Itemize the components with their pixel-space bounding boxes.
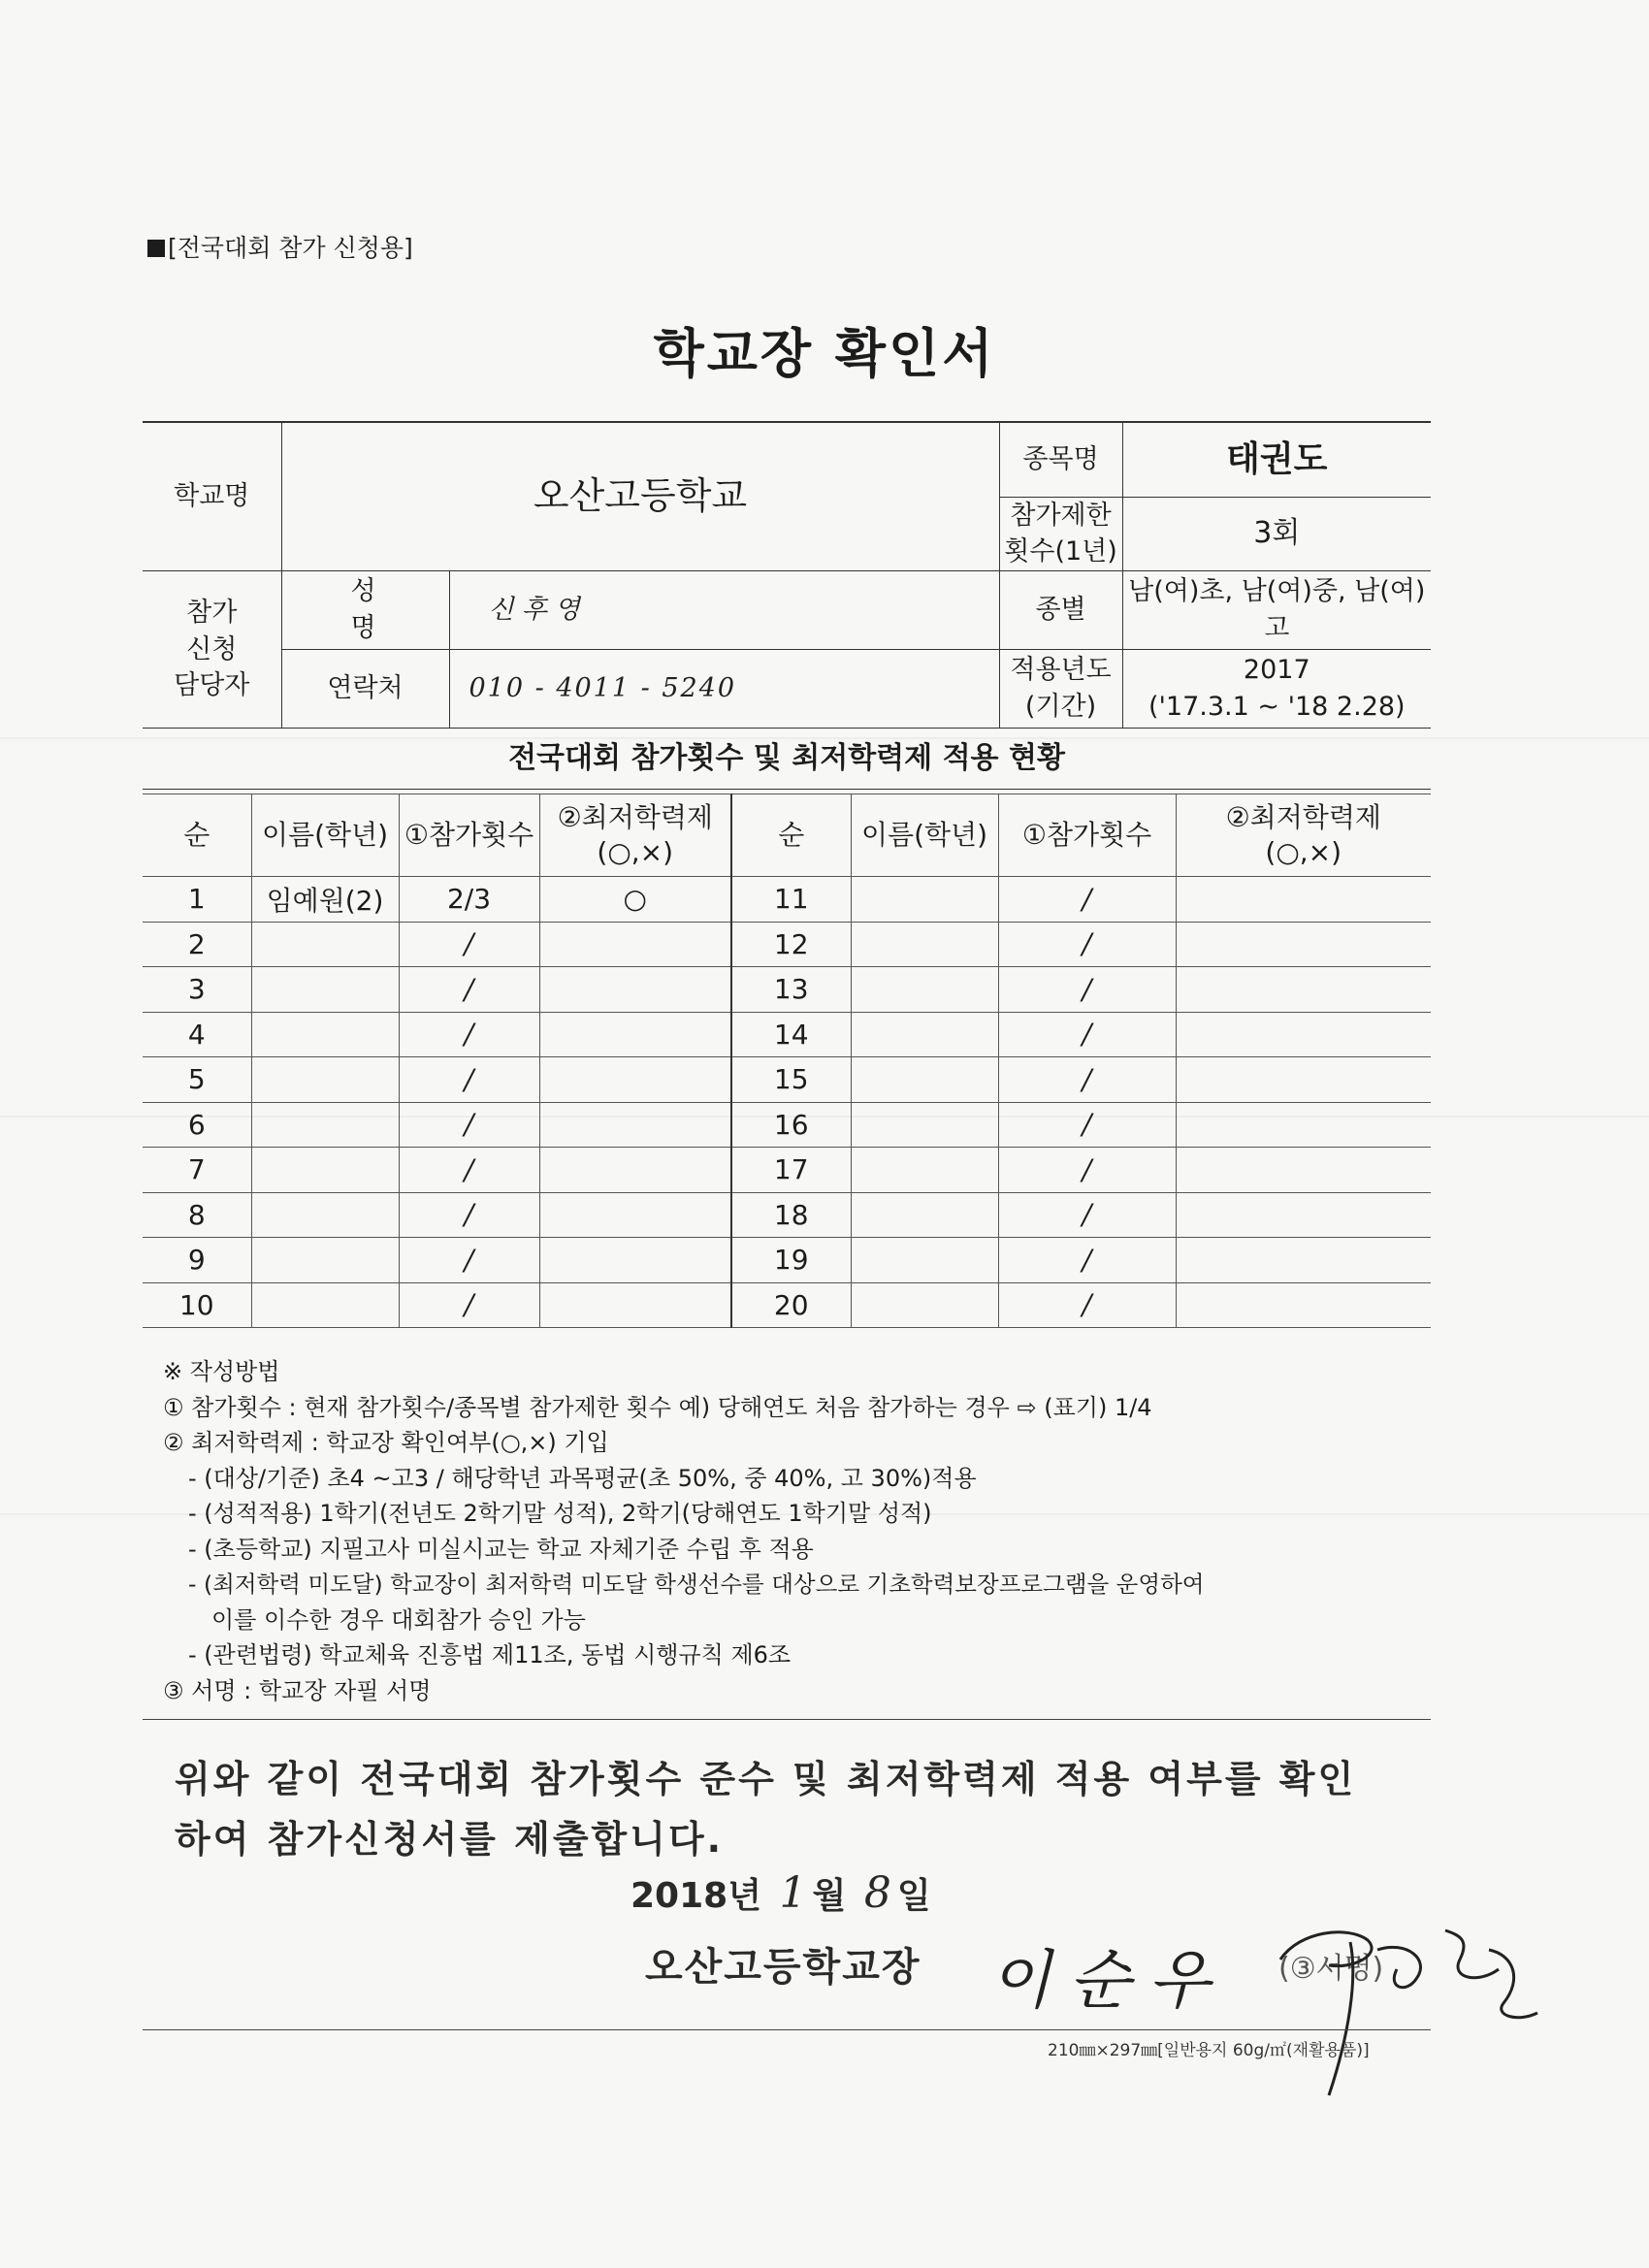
cell-count: / xyxy=(399,1238,539,1283)
participation-limit-label: 참가제한 횟수(1년) xyxy=(999,497,1122,571)
cell-min xyxy=(539,967,731,1013)
cell-no: 14 xyxy=(731,1012,851,1057)
signature-mark-label: (③서명) xyxy=(1278,1952,1384,1986)
cell-min xyxy=(1176,1282,1431,1328)
col-no-header: 순 xyxy=(731,794,851,877)
cell-min xyxy=(1176,922,1431,967)
instruction-subitem: - (성적적용) 1학기(전년도 2학기말 성적), 2학기(당해연도 1학기말 성적) xyxy=(188,1500,932,1527)
instruction-subitem: - (관련법령) 학교체육 진흥법 제11조, 동법 시행규칙 제6조 xyxy=(188,1641,792,1669)
col-min-academic-header: ②최저학력제 (○,×) xyxy=(539,794,731,877)
cell-no: 6 xyxy=(143,1102,251,1148)
cell-min xyxy=(539,1057,731,1103)
cell-count: / xyxy=(399,1148,539,1193)
cell-min xyxy=(1176,1102,1431,1148)
col-name-header: 이름(학년) xyxy=(251,794,399,877)
cell-no: 15 xyxy=(731,1057,851,1103)
col-no-header: 순 xyxy=(143,794,251,877)
applicable-year-value: 2017 ('17.3.1 ~ '18 2.28) xyxy=(1122,650,1431,729)
cell-count: / xyxy=(998,967,1176,1013)
handwritten-month: 1 xyxy=(779,1868,807,1918)
cell-count: / xyxy=(399,922,539,967)
cell-min: ○ xyxy=(539,877,731,923)
instructions xyxy=(163,1354,1434,1708)
table-row xyxy=(143,1012,1431,1057)
cell-no: 2 xyxy=(143,922,251,967)
cell-min xyxy=(539,1012,731,1057)
cell-name xyxy=(251,1148,399,1193)
document-type-tag: [전국대회 참가 신청용] xyxy=(147,229,413,264)
cell-count: / xyxy=(399,1102,539,1148)
table-row xyxy=(143,1238,1431,1283)
cell-name xyxy=(851,967,998,1013)
cell-count: 2/3 xyxy=(399,877,539,923)
cell-count: / xyxy=(399,1012,539,1057)
cell-count: / xyxy=(998,1282,1176,1328)
cell-min xyxy=(1176,1148,1431,1193)
col-count-header: ①참가횟수 xyxy=(399,794,539,877)
cell-no: 8 xyxy=(143,1192,251,1238)
cell-no: 5 xyxy=(143,1057,251,1103)
cell-count: / xyxy=(998,1192,1176,1238)
cell-count: / xyxy=(399,967,539,1013)
table-row xyxy=(143,1057,1431,1103)
instruction-item: ③ 서명 : 학교장 자필 서명 xyxy=(163,1676,432,1704)
cell-name xyxy=(851,1238,998,1283)
cell-count: / xyxy=(998,877,1176,923)
cell-no: 1 xyxy=(143,877,251,923)
cell-count: / xyxy=(998,1148,1176,1193)
cell-name xyxy=(251,1057,399,1103)
cell-no: 10 xyxy=(143,1282,251,1328)
cell-count: / xyxy=(998,1102,1176,1148)
table-row xyxy=(143,967,1431,1013)
page-title: 학교장 확인서 xyxy=(653,323,996,384)
cell-count: / xyxy=(998,1238,1176,1283)
paper-spec-footer: 210㎜×297㎜[일반용지 60g/㎡(재활용품)] xyxy=(1048,2041,1370,2060)
cell-min xyxy=(1176,1012,1431,1057)
cell-count: / xyxy=(998,1057,1176,1103)
cell-name xyxy=(851,1057,998,1103)
cell-no: 16 xyxy=(731,1102,851,1148)
cell-no: 3 xyxy=(143,967,251,1013)
school-name-value: 오산고등학교 xyxy=(281,422,999,571)
cell-min xyxy=(1176,877,1431,923)
cell-min xyxy=(1176,1238,1431,1283)
handwritten-day: 8 xyxy=(863,1868,891,1918)
cell-min xyxy=(539,1148,731,1193)
cell-count: / xyxy=(399,1057,539,1103)
instruction-subitem: 이를 이수한 경우 대회참가 승인 가능 xyxy=(211,1605,586,1634)
cell-no: 12 xyxy=(731,922,851,967)
cell-min xyxy=(1176,1192,1431,1238)
cell-name xyxy=(851,1102,998,1148)
signature-date: 2018년 1 월 8 일 xyxy=(630,1868,931,1918)
instruction-subitem: - (대상/기준) 초4 ~고3 / 해당학년 과목평균(초 50%, 중 40%, 고 30%)적용 xyxy=(188,1464,977,1492)
table-row xyxy=(143,922,1431,967)
instruction-item: ② 최저학력제 : 학교장 확인여부(○,×) 기입 xyxy=(163,1429,609,1456)
cell-no: 4 xyxy=(143,1012,251,1057)
col-count-header: ①참가횟수 xyxy=(998,794,1176,877)
cell-min xyxy=(539,1192,731,1238)
cell-name xyxy=(851,877,998,923)
cell-name xyxy=(851,922,998,967)
cell-name xyxy=(251,967,399,1013)
handwritten-signature xyxy=(1261,1901,1581,2124)
handwritten-phone: 010 - 4011 - 5240 xyxy=(449,650,999,729)
sport-value: 태권도 xyxy=(1122,422,1431,497)
divider xyxy=(143,1719,1431,1720)
handwritten-principal-name: 이순우 xyxy=(989,1943,1228,2018)
cell-name xyxy=(851,1148,998,1193)
participation-limit-value: 3회 xyxy=(1122,497,1431,571)
cell-no: 19 xyxy=(731,1238,851,1283)
cell-name xyxy=(251,1102,399,1148)
cell-name xyxy=(851,1282,998,1328)
confirmation-statement: 위와 같이 전국대회 참가횟수 준수 및 최저학력제 적용 여부를 확인 하여 참가신청서를 제출합니다. xyxy=(175,1758,1357,1861)
cell-name xyxy=(251,1238,399,1283)
instruction-subitem: - (최저학력 미도달) 학교장이 최저학력 미도달 학생선수를 대상으로 기초학력보장프로그램을 운영하여 xyxy=(188,1571,1205,1598)
principal-title: 오산고등학교장 xyxy=(645,1945,922,1990)
cell-name xyxy=(251,1192,399,1238)
school-name-label: 학교명 xyxy=(143,422,281,571)
instructions-heading: ※ 작성방법 xyxy=(163,1358,280,1385)
cell-min xyxy=(1176,1057,1431,1103)
table-row xyxy=(143,1102,1431,1148)
participation-roster-table xyxy=(143,794,1431,1328)
sport-label: 종목명 xyxy=(999,422,1122,497)
cell-name xyxy=(251,1282,399,1328)
col-name-header: 이름(학년) xyxy=(851,794,998,877)
cell-name xyxy=(251,1012,399,1057)
cell-min xyxy=(539,1102,731,1148)
cell-count: / xyxy=(998,922,1176,967)
cell-name xyxy=(851,1012,998,1057)
applicant-label: 참가 신청 담당자 xyxy=(143,571,281,729)
cell-min xyxy=(1176,967,1431,1013)
application-header-table xyxy=(143,421,1431,790)
roster-header-row xyxy=(143,794,1431,877)
cell-name: 임예원(2) xyxy=(251,877,399,923)
cell-count: / xyxy=(399,1282,539,1328)
cell-no: 20 xyxy=(731,1282,851,1328)
cell-no: 18 xyxy=(731,1192,851,1238)
instruction-item: ① 참가횟수 : 현재 참가횟수/종목별 참가제한 횟수 예) 당해연도 처음 참가하는 경우 ⇨ (표기) 1/4 xyxy=(163,1393,1152,1421)
divider xyxy=(143,2029,1431,2030)
cell-no: 13 xyxy=(731,967,851,1013)
cell-no: 9 xyxy=(143,1238,251,1283)
col-min-academic-header: ②최저학력제 (○,×) xyxy=(1176,794,1431,877)
category-label: 종별 xyxy=(999,571,1122,650)
contact-label: 연락처 xyxy=(281,650,449,729)
table-row xyxy=(143,1192,1431,1238)
cell-no: 17 xyxy=(731,1148,851,1193)
black-square-icon xyxy=(147,240,165,257)
cell-name xyxy=(251,922,399,967)
cell-no: 7 xyxy=(143,1148,251,1193)
applicable-year-label: 적용년도 (기간) xyxy=(999,650,1122,729)
table-row xyxy=(143,877,1431,923)
cell-no: 11 xyxy=(731,877,851,923)
table-row xyxy=(143,1282,1431,1328)
instruction-subitem: - (초등학교) 지필고사 미실시교는 학교 자체기준 수립 후 적용 xyxy=(188,1535,814,1563)
category-value: 남(여)초, 남(여)중, 남(여)고 xyxy=(1122,571,1431,650)
cell-count: / xyxy=(998,1012,1176,1057)
cell-min xyxy=(539,922,731,967)
cell-name xyxy=(851,1192,998,1238)
handwritten-name: 신후영 xyxy=(449,571,999,650)
cell-count: / xyxy=(399,1192,539,1238)
cell-min xyxy=(539,1238,731,1283)
name-label: 성 명 xyxy=(281,571,449,650)
cell-min xyxy=(539,1282,731,1328)
section-title: 전국대회 참가횟수 및 최저학력제 적용 현황 xyxy=(143,729,1431,790)
table-row xyxy=(143,1148,1431,1193)
